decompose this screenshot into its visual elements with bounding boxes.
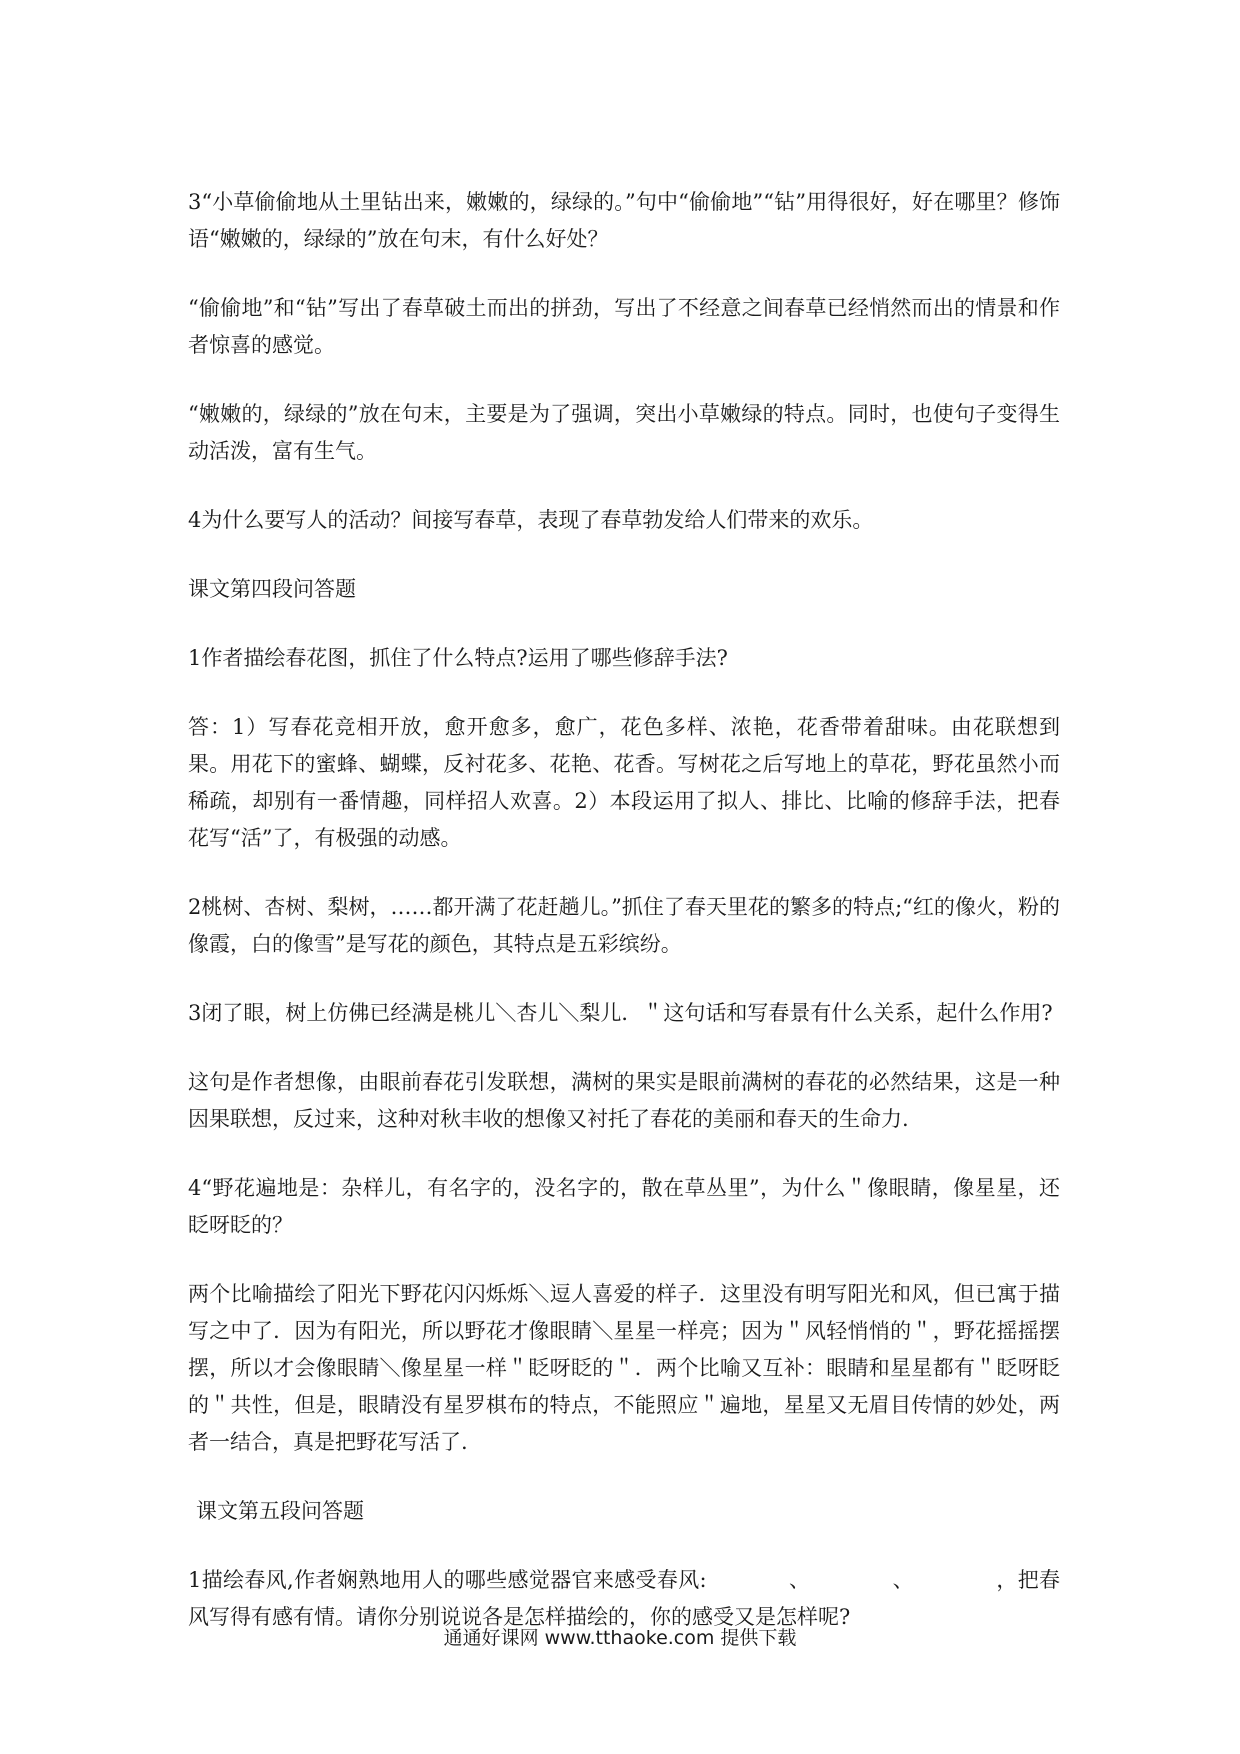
answer-1-spring-flowers: 答：1）写春花竞相开放，愈开愈多，愈广，花色多样、浓艳，花香带着甜味。由花联想到果。用花下的蜜蜂、蝴蝶，反衬花多、花艳、花香。写树花之后写地上的草花，野花虽然小而稀疏，却别有一番情趣，同样招人欢喜。2）本段运用了拟人、排比、比喻的修辞手法，把春花写“活”了，有极强的动感。 xyxy=(188,715,1060,850)
blank-separator-3: ， xyxy=(996,1568,1018,1592)
section-heading-paragraph-4: 课文第四段问答题 xyxy=(188,577,356,601)
question-4-wildflowers: 4“野花遍地是：杂样儿，有名字的，没名字的，散在草丛里”，为什么＂像眼睛，像星星，还眨呀眨的？ xyxy=(188,1176,1060,1237)
question-4-human-activity: 4为什么要写人的活动？间接写春草，表现了春草勃发给人们带来的欢乐。 xyxy=(188,508,874,532)
answer-3-part-2: “嫩嫩的，绿绿的”放在句末，主要是为了强调，突出小草嫩绿的特点。同时，也使句子变得生动活泼，富有生气。 xyxy=(188,402,1060,463)
question-3-grass: 3“小草偷偷地从土里钻出来，嫩嫩的，绿绿的。”句中“偷偷地”“钻”用得很好，好在哪里？修饰语“嫩嫩的，绿绿的”放在句末，有什么好处？ xyxy=(188,190,1060,251)
question-1-text-start: 1描绘春风,作者娴熟地用人的哪些感觉器官来感受春风: xyxy=(188,1568,707,1592)
blank-separator-1: 、 xyxy=(788,1568,811,1592)
section-heading-paragraph-5: 课文第五段问答题 xyxy=(196,1499,364,1523)
answer-4-wildflowers: 两个比喻描绘了阳光下野花闪闪烁烁＼逗人喜爱的样子．这里没有明写阳光和风，但已寓于描写之中了．因为有阳光，所以野花才像眼睛＼星星一样亮；因为＂风轻悄悄的＂，野花摇摇摆摆，所以才会像眼睛＼像星星一样＂眨呀眨的＂．两个比喻又互补：眼睛和星星都有＂眨呀眨的＂共性，但是，眼睛没有星罗棋布的特点，不能照应＂遍地，星星又无眉目传情的妙处，两者一结合，真是把野花写活了. xyxy=(188,1282,1060,1454)
answer-3-fruits: 这句是作者想像，由眼前春花引发联想，满树的果实是眼前满树的春花的必然结果，这是一种因果联想，反过来，这种对秋丰收的想像又衬托了春花的美丽和春天的生命力. xyxy=(188,1070,1060,1131)
question-3-fruits: 3闭了眼，树上仿佛已经满是桃儿＼杏儿＼梨儿．＂这句话和写春景有什么关系，起什么作用? xyxy=(188,1001,1053,1025)
page-footer: 通通好课网 www.tthaoke.com 提供下载 xyxy=(443,1627,797,1649)
question-2-trees: 2桃树、杏树、梨树，……都开满了花赶趟儿。”抓住了春天里花的繁多的特点;“红的像火，粉的像霞，白的像雪”是写花的颜色，其特点是五彩缤纷。 xyxy=(188,895,1060,956)
question-1-text-end: 把春风写得有感有情。请你分别说说各是怎样描绘的，你的感受又是怎样呢? xyxy=(188,1568,1061,1629)
blank-separator-2: 、 xyxy=(892,1568,914,1592)
answer-3-part-1: “偷偷地”和“钻”写出了春草破土而出的拼劲，写出了不经意之间春草已经悄然而出的情景和作者惊喜的感觉。 xyxy=(188,296,1060,357)
document-body xyxy=(188,184,1060,1668)
question-1-spring-flowers: 1作者描绘春花图，抓住了什么特点?运用了哪些修辞手法? xyxy=(188,646,728,670)
